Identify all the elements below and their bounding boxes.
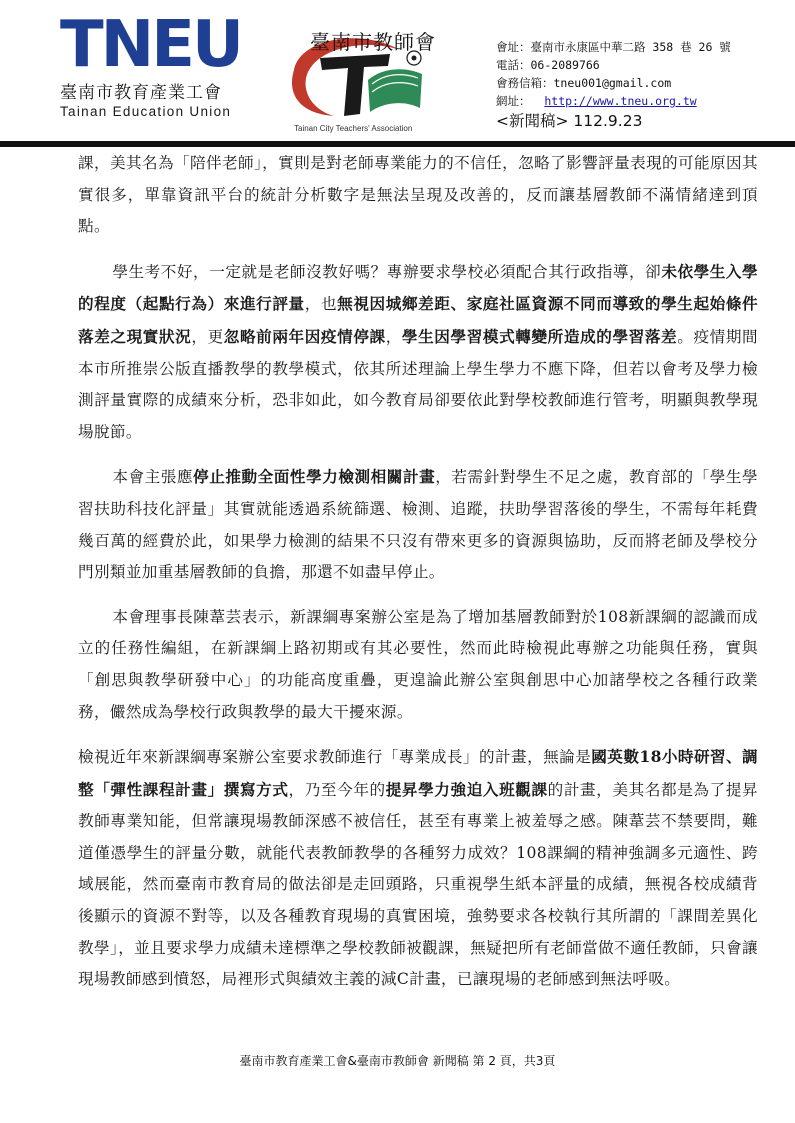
press-release-label: <新聞稿> <box>496 112 569 130</box>
paragraph-professional-growth <box>78 741 758 996</box>
tneu-logo <box>60 8 250 119</box>
text-run: 的計畫，美其名都是為了提昇教師專業知能，但常讓現場教師深感不被信任，甚至有專業上被羞辱之感。陳葦芸不禁要問，難道僅憑學生的評量分數，就能代表教師教學的各種努力成效？108課綱的精神強調多元適性、跨域展能，然而臺南市教育局的做法卻是走回頭路，只重視學生紙本評量的成績，無視各校成績背後顯示的資源不對等，以及各種教育現場的真實困境，強勢要求各校執行其所謂的「課間差異化教學」，並且要求學力成績未達標準之學校教師被觀課，無疑把所有老師當做不適任教師，只會讓現場教師感到憤怒，局裡形式與績效主義的減C計畫，已讓現場的老師感到無法呼吸。 <box>78 780 758 989</box>
phone-line: 電話：06-2089766 <box>496 58 600 72</box>
teachers-association-name: 臺南市教師會 <box>310 30 436 54</box>
tneu-name-english: Tainan Education Union <box>60 104 232 119</box>
paragraph-student-performance <box>78 256 758 449</box>
text-run: ， <box>385 327 402 346</box>
text-run: 。疫情期間本市所推崇公版直播教學的教學模式，依其所述理論上學生學力不應下降，但若以會考及學力檢測評量實際的成績來分析，恐非如此，如今教育局卻要依此對學校教師進行管考，明顯與教學現場脫節。 <box>78 327 758 441</box>
teachers-association-logo <box>272 10 442 138</box>
emphasis-text: 學生因學習模式轉變所造成的學習落差 <box>401 326 678 346</box>
website-link[interactable]: http://www.tneu.org.tw <box>544 94 697 108</box>
press-release-line <box>496 112 786 130</box>
press-release-date: 112.9.23 <box>573 112 643 130</box>
emphasis-text: 停止推動全面性學力檢測相關計畫 <box>193 467 436 487</box>
text-run: ，若需針對學生不足之處，教育部的「學生學習扶助科技化評量」其實就能透過系統篩選、檢測、追蹤，扶助學習落後的學生，不需每年耗費幾百萬的經費於此，如果學力檢測的結果不只沒有帶來更多的資源與協助，反而將老師及學校分門別類並加重基層教師的負擔，那還不如盡早停止。 <box>78 468 758 582</box>
paragraph-continued: 課，美其名為「陪伴老師」，實則是對老師專業能力的不信任，忽略了影響評量表現的可能原因其實很多，單靠資訊平台的統計分析數字是無法呈現及改善的，反而讓基層教師不滿情緒達到頂點。 <box>78 154 758 236</box>
email-address[interactable]: tneu001@gmail.com <box>553 76 672 90</box>
page-footer: 臺南市教育產業工會&臺南市教師會 新聞稿 第 2 頁，共3頁 <box>239 1054 556 1068</box>
letterhead <box>0 0 795 146</box>
text-run: ，乃至今年的 <box>288 780 386 799</box>
emphasis-text: 未依學生入學的程度（起點行為）來進行評量 <box>78 261 758 314</box>
paragraph-chairperson-statement: 本會理事長陳葦芸表示，新課綱專案辦公室是為了增加基層教師對於108新課綱的認識而成立的任務性編組，在新課綱上路初期或有其必要性，然而此時檢視此專辦之功能與任務，實與「創思與教學研發中心」的功能高度重疊，更遑論此辦公室與創思中心加諸學校之各種行政業務，儼然成為學校行政與教學的最大干擾來源。 <box>78 607 758 721</box>
email-line <box>496 74 786 92</box>
text-run: 學生考不好，一定就是老師沒教好嗎？專辦要求學校必須配合其行政指導，卻 <box>112 262 662 281</box>
emphasis-text: 國英數18小時研習、調整「彈性課程計畫」撰寫方式 <box>78 747 758 799</box>
contact-block <box>496 38 786 130</box>
emphasis-text: 忽略前兩年因疫情停課 <box>223 326 386 346</box>
tneu-name-chinese: 臺南市教育產業工會 <box>60 83 222 103</box>
article-body <box>78 148 758 1009</box>
text-run: 檢視近年來新課綱專案辦公室要求教師進行「專業成長」的計畫，無論是 <box>78 748 592 767</box>
tneu-wordmark: TNEU <box>60 8 241 82</box>
paragraph-union-position <box>78 461 758 588</box>
emphasis-text: 提昇學力強迫入班觀課 <box>385 779 548 799</box>
website-line <box>496 92 786 110</box>
text-run: ，也 <box>304 295 338 314</box>
header-divider <box>0 141 795 147</box>
text-run: ，更 <box>191 327 224 346</box>
address-line: 會址：臺南市永康區中華二路 358 巷 26 號 <box>496 40 731 54</box>
teachers-association-english: Tainan City Teachers' Association <box>294 124 413 133</box>
text-run: 本會主張應 <box>112 468 194 487</box>
email-label: 會務信箱： <box>496 76 554 90</box>
emphasis-text: 無視因城鄉差距、家庭社區資源不同而導致的學生起始條件落差之現實狀況 <box>78 294 759 346</box>
website-label: 網址： <box>496 94 531 108</box>
